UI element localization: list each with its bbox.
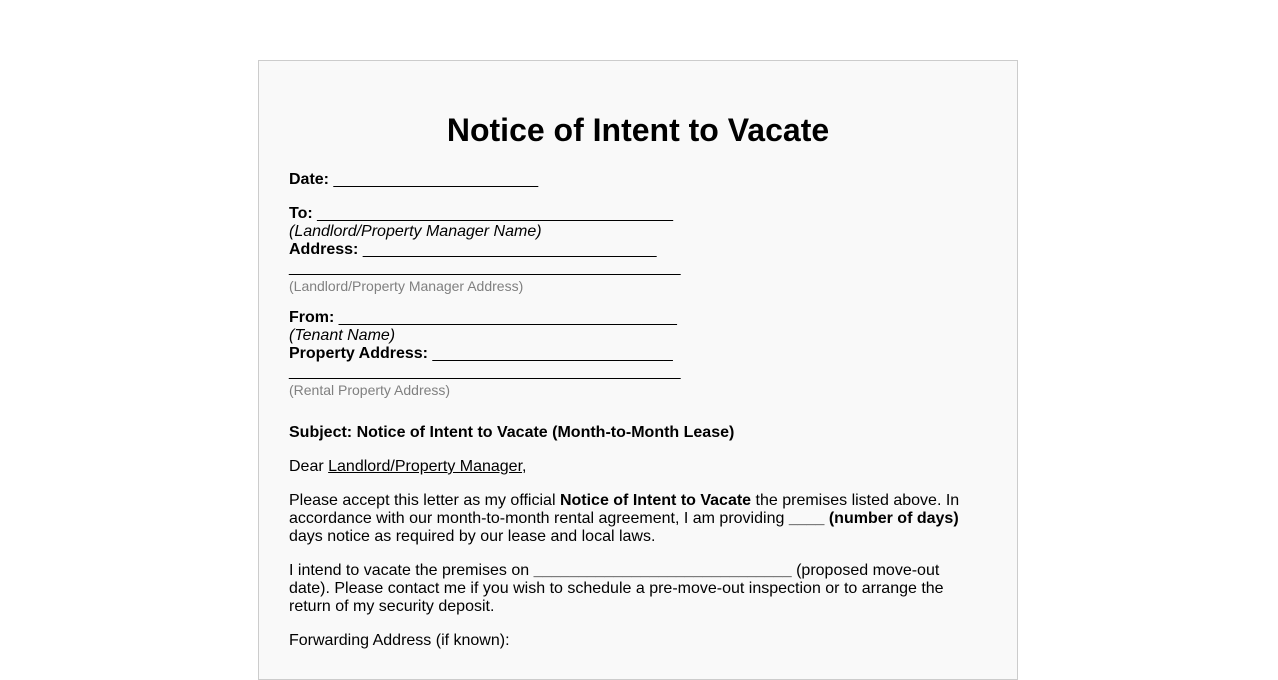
paragraph2-text-2: (proposed move-out date). Please contact me if you wish to schedule a pre-move-out inspection or to arrange the return of my security deposit. [289,562,944,615]
document-content [289,171,969,650]
property-address-field [289,345,969,363]
move-out-date-blank: _____________________________ [533,562,792,579]
paragraph2-text-1: I intend to vacate the premises on [289,562,534,579]
document-page [258,60,1018,680]
address-hint: (Landlord/Property Manager Address) [289,278,524,294]
to-label: To: [289,205,313,222]
property-address-label: Property Address: [289,345,428,362]
to-hint: (Landlord/Property Manager Name) [289,223,542,240]
property-address-hint: (Rental Property Address) [289,382,451,398]
salutation-prefix: Dear [289,458,329,475]
to-field [289,205,969,223]
date-label: Date: [289,171,330,188]
paragraph1-bold-1: Notice of Intent to Vacate [559,492,752,509]
from-blank: ______________________________________ [338,309,677,326]
paragraph-move-out [289,562,969,616]
property-address-blank-line2: ____________________________________________ [289,363,681,380]
address-blank-line2: ____________________________________________ [289,259,681,276]
paragraph1-text-2: the premises listed above. In accordance with our month-to-month rental agreement, I am providing [289,492,960,527]
from-label: From: [289,309,335,326]
document-title: Notice of Intent to Vacate [446,112,830,148]
paragraph1-text-3: days notice as required by our lease and local laws. [289,528,656,545]
salutation-name: Landlord/Property Manager [328,458,523,475]
address-field [289,241,969,259]
salutation [289,458,969,476]
paragraph1-days-blank: ____ (number of days) [788,510,959,527]
date-blank: _______________________ [333,171,539,188]
address-label: Address: [289,241,359,258]
paragraph1-text-1: Please accept this letter as my official [289,492,560,509]
from-hint: (Tenant Name) [289,327,396,344]
address-blank: _________________________________ [362,241,657,258]
subject-line: Subject: Notice of Intent to Vacate (Month-to-Month Lease) [289,424,735,441]
salutation-suffix: , [522,458,527,475]
to-blank: ________________________________________ [317,205,674,222]
paragraph-notice [289,492,969,546]
from-field [289,309,969,327]
date-field [289,171,969,189]
forwarding-address-label: Forwarding Address (if known): [289,632,510,649]
property-address-blank: ___________________________ [432,345,673,362]
